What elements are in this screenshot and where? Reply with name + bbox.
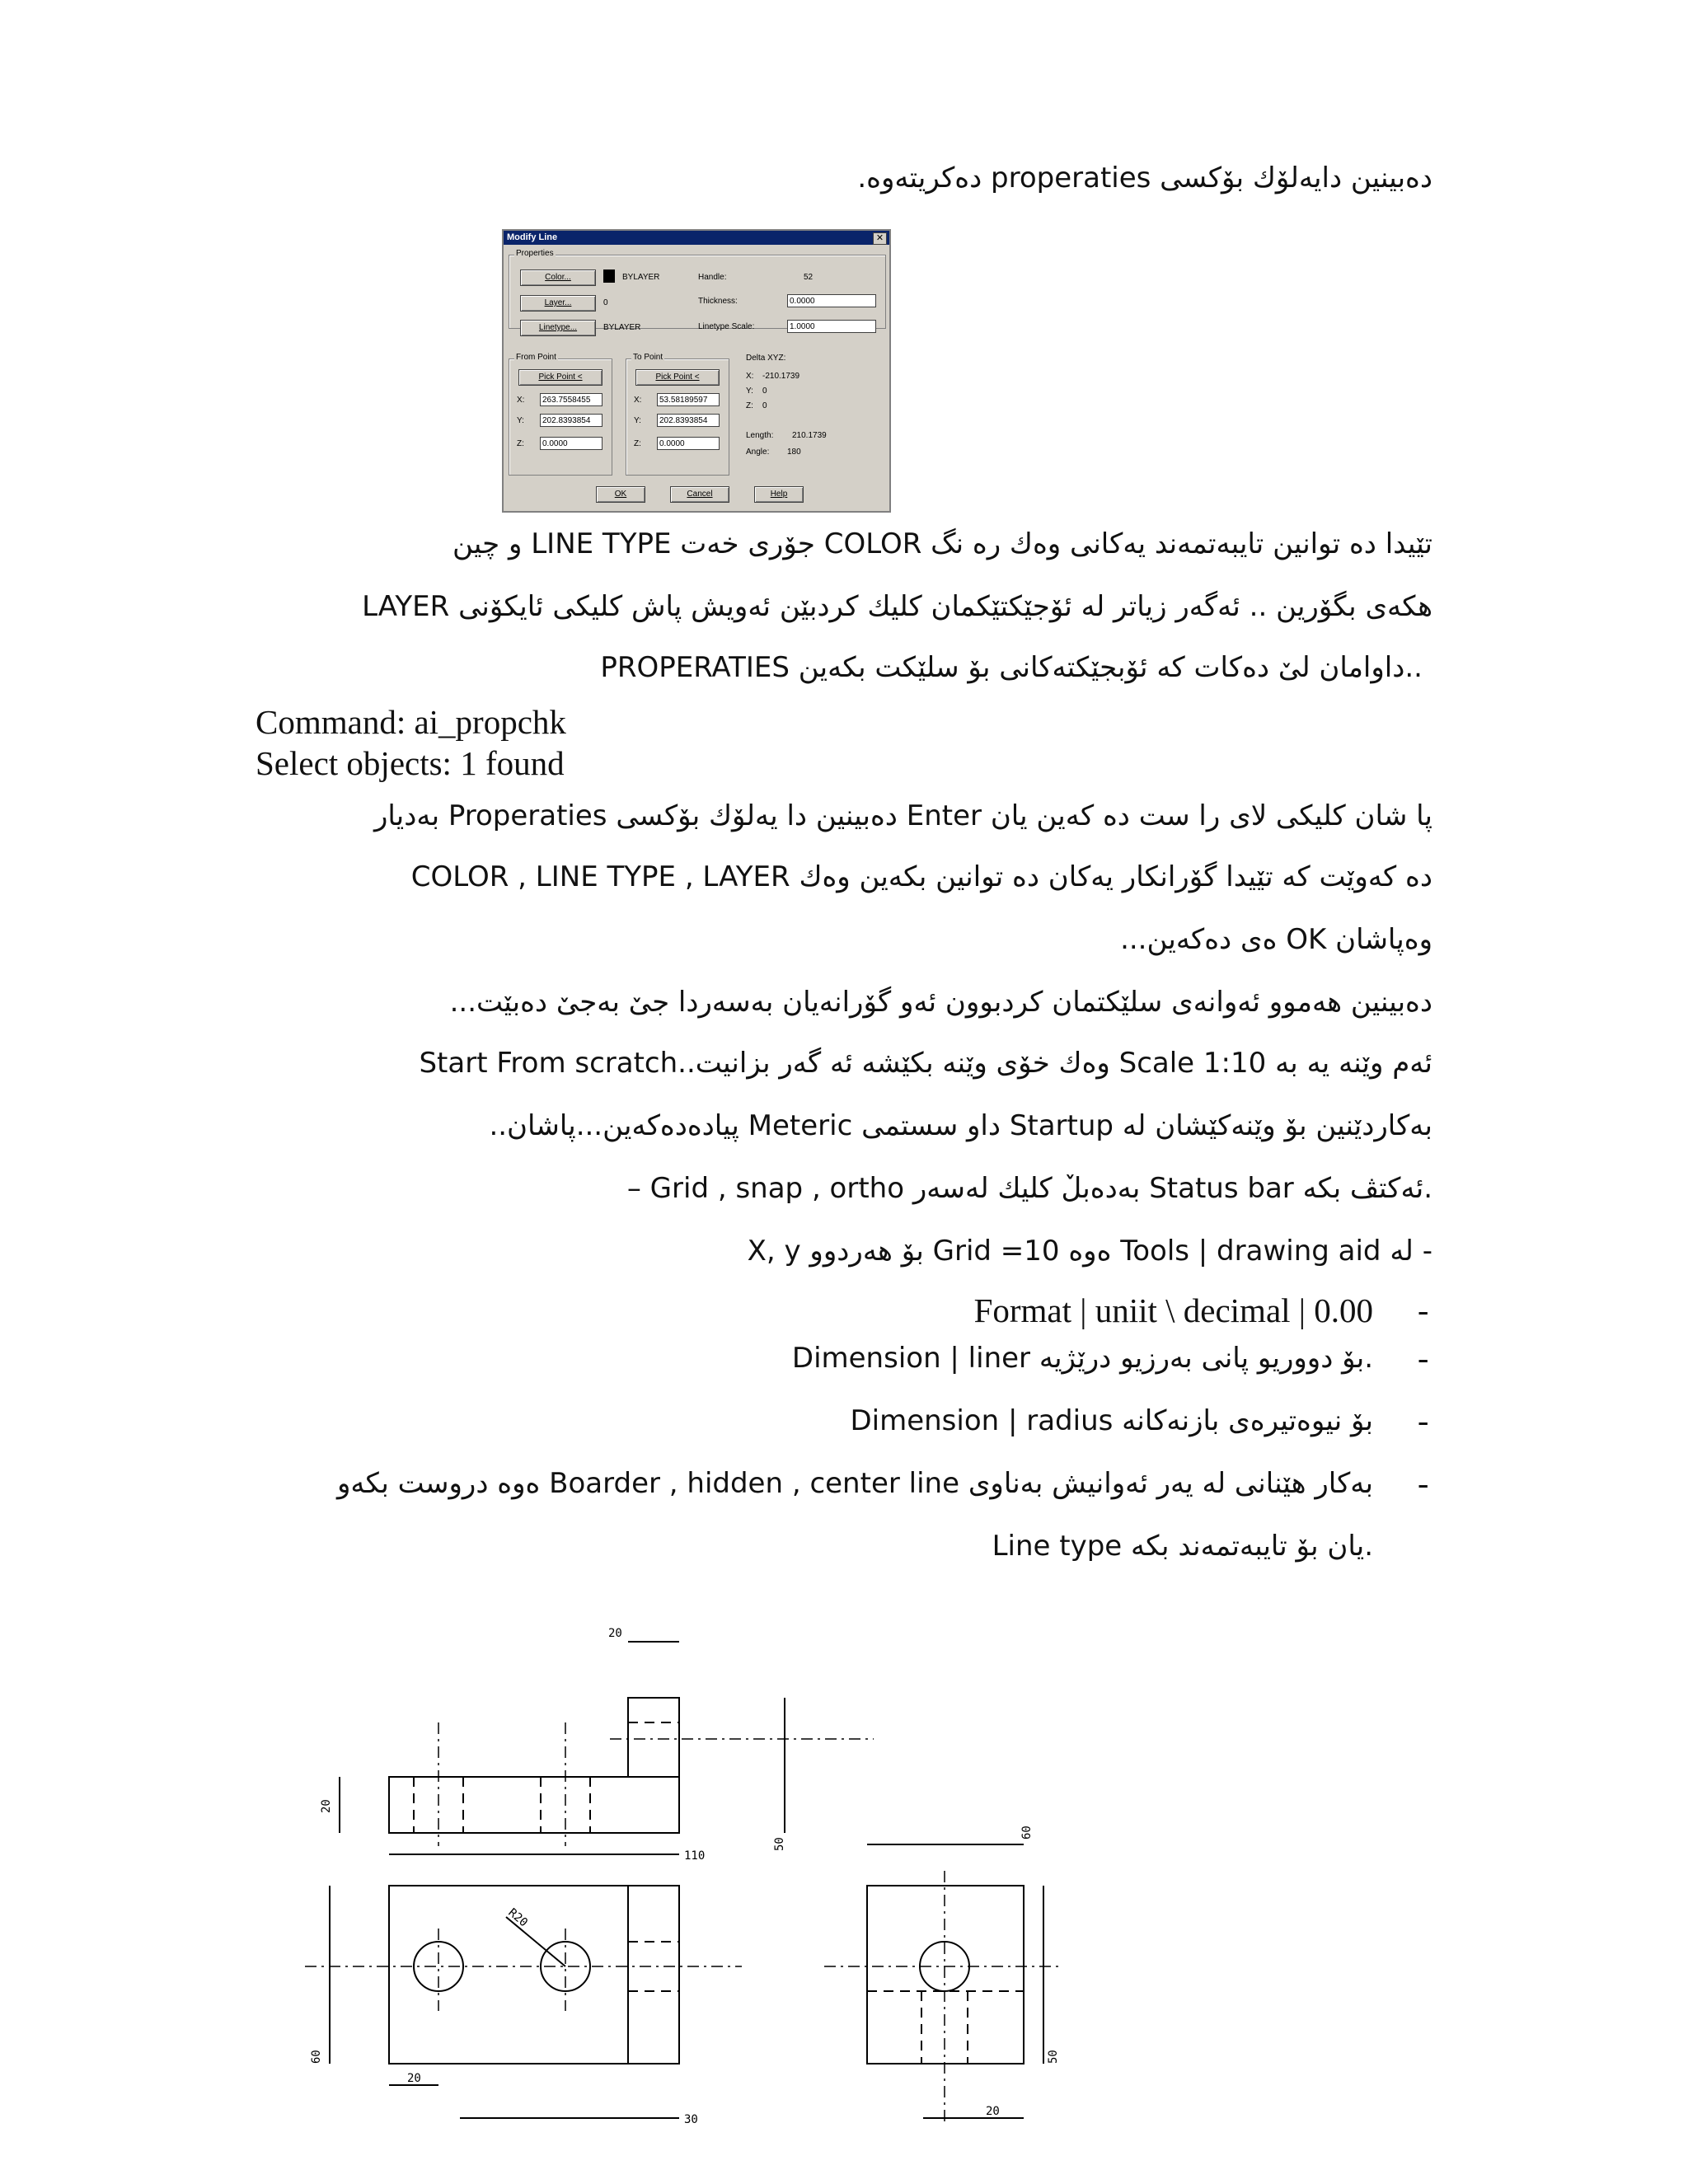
dimension-label: 20 bbox=[608, 1627, 622, 1640]
dimension-label: 60 bbox=[1020, 1825, 1034, 1840]
color-value: BYLAYER bbox=[622, 273, 660, 282]
dimension-label: 30 bbox=[684, 2113, 698, 2126]
cad-drawing bbox=[297, 1624, 1121, 2135]
list-dash: - bbox=[1418, 1402, 1429, 1439]
help-button[interactable]: Help bbox=[754, 486, 804, 503]
from-x-field[interactable]: 263.7558455 bbox=[540, 393, 603, 406]
group-title: Properties bbox=[516, 249, 554, 258]
text-line: دە كەوێت كە تێیدا گۆرانكار یەكان دە توانین بكەین وەك COLOR , LINE TYPE , LAYER bbox=[410, 860, 1432, 893]
cancel-button[interactable]: Cancel bbox=[670, 486, 729, 503]
dimension-label: 20 bbox=[320, 1799, 333, 1813]
dimension-label: 60 bbox=[310, 2050, 323, 2064]
angle-label: Angle: bbox=[746, 448, 770, 457]
color-swatch bbox=[603, 269, 615, 283]
group-title: From Point bbox=[516, 353, 556, 362]
top-view-base bbox=[389, 1777, 679, 1833]
dimension-label: 50 bbox=[1047, 2050, 1060, 2064]
delta-y-value: 0 bbox=[762, 387, 767, 396]
text-line: LAYER هكەی بگۆرین .. ئەگەر زیاتر لە ئۆجێكتێكمان كلیك كردبێن ئەویش پاش كلیكی ئایكۆنی bbox=[362, 590, 1432, 623]
linetype-value: BYLAYER bbox=[603, 323, 641, 332]
list-item: Format | uniit \ decimal | 0.00 bbox=[973, 1291, 1373, 1329]
handle-label: Handle: bbox=[698, 273, 727, 282]
dimension-label: 20 bbox=[986, 2105, 1000, 2118]
color-button[interactable]: Color... bbox=[520, 269, 596, 286]
to-x-field[interactable]: 53.58189597 bbox=[657, 393, 720, 406]
dialog-title: Modify Line bbox=[504, 231, 889, 245]
list-item: Line type یان بۆ تایبەتمەند بكە. bbox=[992, 1530, 1373, 1563]
thickness-label: Thickness: bbox=[698, 297, 738, 306]
to-z-label: Z: bbox=[634, 439, 641, 448]
from-z-label: Z: bbox=[517, 439, 524, 448]
from-pick-point-button[interactable]: Pick Point < bbox=[518, 369, 603, 386]
delta-z-value: 0 bbox=[762, 401, 767, 410]
to-y-label: Y: bbox=[634, 416, 641, 425]
thickness-field[interactable]: 0.0000 bbox=[787, 294, 876, 307]
text-line: ئەم وێنە یە بە Scale 1:10 وەك خۆی وێنە بكێشە ئە گەر بزانیت..Start From scratch bbox=[419, 1047, 1432, 1080]
delta-x-value: -210.1739 bbox=[762, 372, 800, 381]
dimension-line bbox=[506, 1917, 565, 1966]
text-line: PROPERATIES داوامان لیٚ دەكات كە ئۆبجێكتەكانی بۆ سلێكت بكەین.. bbox=[600, 651, 1423, 684]
delta-label: Delta XYZ: bbox=[746, 354, 786, 363]
length-value: 210.1739 bbox=[792, 431, 827, 440]
list-item: بەكار هێنانی لە یەر ئەوانیش بەناوی Boarder , hidden , center line ەوە دروست بكەو bbox=[336, 1467, 1373, 1500]
list-item: – Grid , snap , ortho بەدەبلٚ كلیك لەسەر Status bar ئەكتڤ بكە. bbox=[626, 1172, 1432, 1205]
ok-button[interactable]: OK bbox=[596, 486, 645, 503]
delta-z-label: Z: bbox=[746, 401, 753, 410]
list-dash: - bbox=[1418, 1339, 1429, 1376]
linetype-scale-label: Linetype Scale: bbox=[698, 322, 755, 331]
top-view-rib bbox=[628, 1698, 679, 1777]
from-x-label: X: bbox=[517, 396, 525, 405]
close-icon[interactable]: ✕ bbox=[873, 232, 887, 245]
layer-value: 0 bbox=[603, 298, 608, 307]
list-item: - لە Tools | drawing aid ەوە Grid =10 بۆ هەردوو X, y bbox=[747, 1235, 1432, 1268]
to-pick-point-button[interactable]: Pick Point < bbox=[635, 369, 720, 386]
list-item: Dimension | liner بۆ دووریو پانی بەرزیو درێژیە. bbox=[791, 1342, 1373, 1375]
dimension-label: 20 bbox=[407, 2072, 421, 2085]
command-line: Select objects: 1 found bbox=[256, 744, 565, 782]
dimension-label: R20 bbox=[505, 1905, 531, 1930]
front-view bbox=[389, 1886, 679, 2064]
linetype-button[interactable]: Linetype... bbox=[520, 320, 596, 336]
delta-y-label: Y: bbox=[746, 387, 753, 396]
text-line: بەكاردێنین بۆ وێنەكێشان لە Startup داو سستمی Meteric پیادەدەكەین...پاشان.. bbox=[489, 1109, 1432, 1142]
from-z-field[interactable]: 0.0000 bbox=[540, 437, 603, 450]
delta-x-label: X: bbox=[746, 372, 754, 381]
text-line: دەبینین هەموو ئەوانەی سلێكتمان كردبوون ئەو گۆرانەیان بەسەردا جیٚ بەجیٚ دەبێت... bbox=[449, 986, 1432, 1019]
text-line: وەپاشان OK ەی دەكەین... bbox=[1120, 923, 1432, 956]
list-item: Dimension | radius بۆ نیوەتیرەی بازنەكانە bbox=[850, 1404, 1373, 1437]
text-line: پا شان كلیكی لای را ست دە كەین یان Enter دەبینین دا یەلۆك بۆكسی Properaties بەدیار bbox=[373, 799, 1432, 832]
from-y-label: Y: bbox=[517, 416, 524, 425]
handle-value: 52 bbox=[804, 273, 814, 282]
text-line: دەبینین دایەلۆك بۆكسی properaties دەكریتەوە. bbox=[857, 162, 1432, 194]
command-line: Command: ai_propchk bbox=[256, 703, 566, 741]
angle-value: 180 bbox=[787, 448, 801, 457]
properties-group bbox=[509, 249, 886, 329]
linetype-scale-field[interactable]: 1.0000 bbox=[787, 320, 876, 333]
length-label: Length: bbox=[746, 431, 774, 440]
dimension-label: 50 bbox=[773, 1837, 786, 1851]
to-y-field[interactable]: 202.8393854 bbox=[657, 414, 720, 427]
group-title: To Point bbox=[633, 353, 663, 362]
text-line: تێیدا دە توانین تایبەتمەند یەكانی وەك رە نگ COLOR جۆری خەت LINE TYPE و چین bbox=[452, 527, 1432, 560]
dimension-label: 110 bbox=[684, 1849, 706, 1863]
list-dash: - bbox=[1418, 1465, 1429, 1502]
layer-button[interactable]: Layer... bbox=[520, 295, 596, 312]
from-y-field[interactable]: 202.8393854 bbox=[540, 414, 603, 427]
modify-line-dialog bbox=[502, 229, 891, 513]
list-dash: - bbox=[1418, 1291, 1429, 1329]
to-z-field[interactable]: 0.0000 bbox=[657, 437, 720, 450]
side-view bbox=[867, 1886, 1024, 2064]
to-x-label: X: bbox=[634, 396, 642, 405]
